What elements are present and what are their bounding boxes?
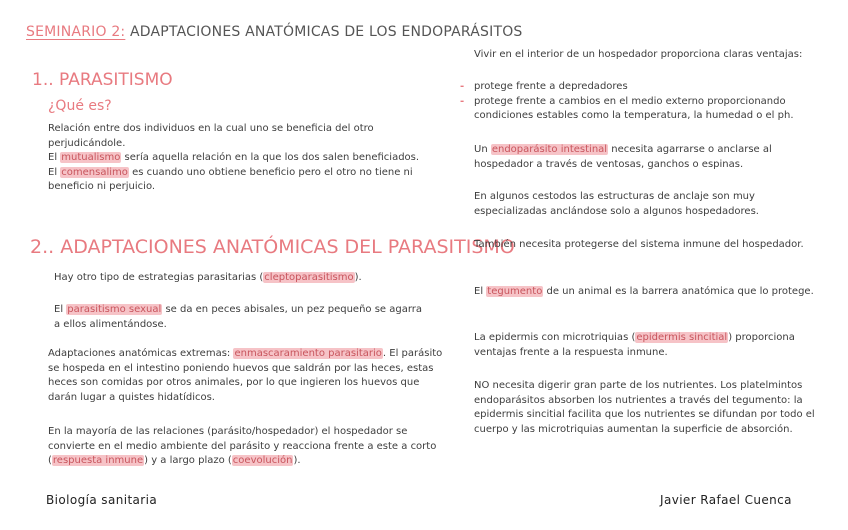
- text-run: de un animal es la barrera anatómica que lo protege.: [543, 286, 814, 297]
- text-run: se da en peces abisales, un pez pequeño se agarra a ellos alimentándose.: [54, 304, 423, 330]
- footer-subject: Biología sanitaria: [46, 493, 158, 507]
- text-run: Hay otro tipo de estrategias parasitarias (: [54, 272, 264, 283]
- endoparasito-paragraph: [474, 143, 824, 172]
- tegumento-paragraph: [474, 285, 824, 300]
- section1-heading: 1.. PARASITISMO: [32, 70, 173, 90]
- advantage-item: [460, 95, 832, 124]
- section2-heading: 2.. ADAPTACIONES ANATÓMICAS DEL PARASITISMO: [30, 236, 515, 258]
- text-run: ).: [354, 272, 362, 283]
- relaciones-paragraph: [48, 425, 446, 469]
- advantage-item: [460, 80, 832, 95]
- text-run: es cuando uno obtiene beneficio pero el otro no tiene ni beneficio ni perjuicio.: [48, 166, 413, 192]
- highlight-endoparasito-intestinal: endoparásito intestinal: [491, 144, 608, 155]
- highlight-enmascaramiento: enmascaramiento parasitario: [234, 348, 382, 359]
- epidermis-paragraph: [474, 331, 834, 360]
- text-run: El: [48, 152, 61, 163]
- text-run: ) proporciona ventajas frente a la respuesta inmune.: [474, 332, 795, 358]
- advantages-list: [460, 80, 832, 124]
- right-intro: Vivir en el interior de un hospedador proporciona claras ventajas:: [474, 49, 803, 60]
- title-prefix: SEMINARIO 2:: [26, 24, 126, 40]
- inmune-paragraph: También necesita protegerse del sistema inmune del hospedador.: [474, 239, 804, 250]
- highlight-tegumento: tegumento: [487, 286, 543, 297]
- advantage-text: protege frente a depredadores: [474, 81, 628, 92]
- highlight-coevolucion: coevolución: [232, 455, 293, 466]
- text-run: El: [54, 304, 67, 315]
- nutrientes-paragraph: NO necesita digerir gran parte de los nutrientes. Los platelmintos endoparásitos absorben los nutrientes a través del tegumento: la epidermis sincitial facilita que los nutrientes se difundan por todo el cuerpo y las microtriquias aumentan la superficie de absorción.: [474, 380, 815, 435]
- footer-author: Javier Rafael Cuenca: [660, 493, 792, 507]
- highlight-mutualismo: mutualismo: [61, 152, 121, 163]
- mutualismo-paragraph: [48, 151, 428, 166]
- cleptoparasitismo-paragraph: [54, 271, 434, 286]
- text-run: El: [474, 286, 487, 297]
- text-run: Un: [474, 144, 491, 155]
- title-rest: ADAPTACIONES ANATÓMICAS DE LOS ENDOPARÁSITOS: [130, 24, 523, 40]
- highlight-respuesta-inmune: respuesta inmune: [52, 455, 144, 466]
- highlight-cleptoparasitismo: cleptoparasitismo: [264, 272, 354, 283]
- bullet-dash: -: [460, 81, 465, 92]
- text-run: Adaptaciones anatómicas extremas:: [48, 348, 234, 359]
- section1-definition: [48, 122, 428, 195]
- cestodos-paragraph: En algunos cestodos las estructuras de anclaje son muy especializadas anclándose solo a algunos hospedadores.: [474, 191, 759, 217]
- highlight-parasitismo-sexual: parasitismo sexual: [67, 304, 162, 315]
- advantage-text: protege frente a cambios en el medio externo proporcionando condiciones estables como la temperatura, la humedad o el ph.: [474, 95, 794, 121]
- bullet-dash: -: [460, 95, 465, 107]
- text-run: ).: [293, 455, 301, 466]
- text-run: sería aquella relación en la que los dos salen beneficiados.: [121, 152, 420, 163]
- parasitismo-sexual-paragraph: [54, 303, 424, 332]
- comensalismo-paragraph: [48, 166, 428, 195]
- text-run: . El parásito se hospeda en el intestino poniendo huevos que saldrán por las heces, estas heces son comidas por otros animales, por lo que ingieren los huevos que darán lugar a quistes hidatídicos.: [48, 348, 443, 403]
- text-run: La epidermis con microtriquias (: [474, 332, 636, 343]
- adaptaciones-extremas-paragraph: [48, 347, 443, 405]
- section1-question: ¿Qué es?: [48, 98, 112, 114]
- highlight-comensalimo: comensalimo: [61, 166, 128, 178]
- definition-text: Relación entre dos individuos en la cual uno se beneficia del otro perjudicándole.: [48, 123, 374, 149]
- text-run: El: [48, 166, 61, 178]
- text-run: ) y a largo plazo (: [144, 455, 232, 466]
- text-run: En la mayoría de las relaciones (parásito/hospedador) el hospedador se convierte en el medio ambiente del parásito y reacciona frente a este a corto (: [48, 426, 437, 466]
- text-run: necesita agarrarse o anclarse al hospedador a través de ventosas, ganchos o espinas.: [474, 144, 772, 170]
- page-title: [26, 24, 523, 40]
- highlight-epidermis-sincitial: epidermis sincitial: [636, 332, 728, 343]
